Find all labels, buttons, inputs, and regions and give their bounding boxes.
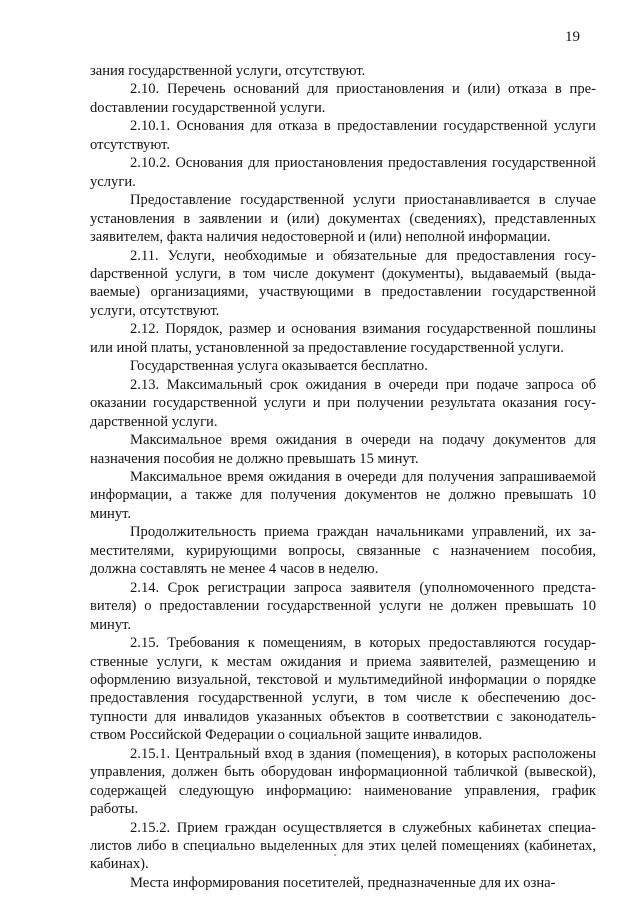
- paragraph-2-10: 2.10. Перечень оснований для приостановления и (или) отказа в преdоставлении государственной услуги.: [90, 81, 596, 116]
- page-number: 19: [565, 29, 580, 45]
- paragraph-2-10-2: 2.10.2. Основания для приостановления предоставления государственной услуги.: [90, 155, 596, 190]
- paragraph-2-15: 2.15. Требования к помещениям, в которых предоставляются государственные услуги, к местам ожидания и приема заявителей, размещению и оформлению визуальной, текстовой и мультимедийной информации о порядке предоставления государственной услуги, в том числе к обеспечению доступности для инвалидов указанных объектов в соответствии с законодательством Российской Федерации о социальной защите инвалидов.: [90, 635, 596, 744]
- scan-artifact-dot: [334, 854, 336, 856]
- paragraph-2-10-1: 2.10.1. Основания для отказа в предоставлении государственной услуги отсутствуют.: [90, 118, 596, 153]
- paragraph-2-14: 2.14. Срок регистрации запроса заявителя (уполномоченного представителя) о предоставлении государственной услуги не должен превышать 10 минут.: [90, 579, 596, 633]
- paragraph-free-of-charge: Государственная услуга оказывается бесплатно.: [130, 358, 428, 375]
- paragraph-2-13: 2.13. Максимальный срок ожидания в очереди при подаче запроса об оказании государственной услуги и при получении результата оказания государственной услуги.: [90, 376, 596, 430]
- paragraph-2-15-2: 2.15.2. Прием граждан осуществляется в служебных кабинетах специалистов либо в специально выделенных для этих целей помещениях (кабинетах, кабинах).: [90, 819, 596, 873]
- paragraph-reception-duration: Продолжительность приема граждан начальниками управлений, их заместителями, курирующими вопросы, связанные с назначением пособия, должна составлять не менее 4 часов в неделю.: [90, 524, 596, 578]
- paragraph-continuation: зания государственной услуги, отсутствуют.: [90, 63, 366, 79]
- document-body: [90, 62, 596, 892]
- paragraph-2-11: 2.11. Услуги, необходимые и обязательные для предоставления госуdарственной услуги, в том числе документ (документы), выдаваемый (выдаваемые) организациями, участвующими в предоставлении государственной услуги, отсутствуют.: [90, 247, 596, 319]
- paragraph-2-12: 2.12. Порядок, размер и основания взимания государственной пошлины или иной платы, установленной за предоставление государственной услуги.: [90, 321, 596, 356]
- paragraph-2-15-1: 2.15.1. Центральный вход в здания (помещения), в которых расположены управления, должен быть оборудован информационной табличкой (вывеской), содержащей следующую информацию: наименование управления, график работы.: [90, 745, 596, 818]
- paragraph-information-places: Места информирования посетителей, предназначенные для их озна-: [130, 874, 556, 891]
- paragraph-suspension-condition: Предоставление государственной услуги приостанавливается в случае установления в заявлении и (или) документах (сведениях), представленных заявителем, факта наличия недостоверной и (или) неполной информации.: [90, 192, 596, 246]
- paragraph-queue-receipt: Максимальное время ожидания в очереди для получения запрашиваемой информации, а также для получения документов не должно превышать 10 минут.: [90, 468, 596, 522]
- paragraph-queue-submission: Максимальное время ожидания в очереди на подачу документов для назначения пособия не должно превышать 15 минут.: [90, 432, 596, 467]
